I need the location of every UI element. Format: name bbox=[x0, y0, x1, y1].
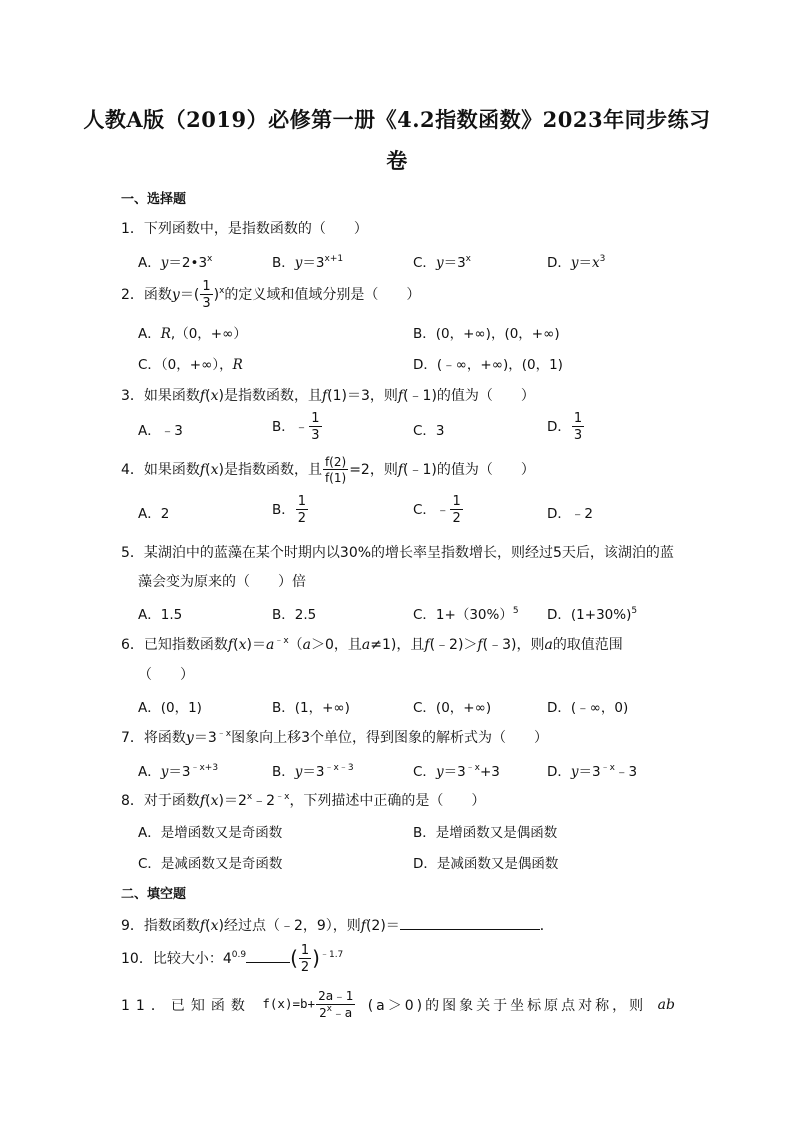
q8-option-d: D．是减函数又是偶函数 bbox=[413, 856, 559, 872]
question-5-stem: 5．某湖泊中的蓝藻在某个时期内以30%的增长率呈指数增长，则经过5天后，该湖泊的蓝 bbox=[121, 545, 674, 561]
q3-option-a: A．﹣3 bbox=[138, 423, 183, 439]
document-title: 人教A版（2019）必修第一册《4.2指数函数》2023年同步练习 bbox=[83, 107, 711, 132]
q7-option-c: C．$y=3^{﹣x}+3$ bbox=[413, 763, 500, 780]
q6-option-b: B．(1，+∞) bbox=[272, 700, 350, 716]
q1-option-d: D．$y=x^3$ bbox=[547, 254, 606, 271]
q1-option-a: A．$y=2•3^x$ bbox=[138, 254, 213, 271]
question-3-stem: 3．如果函数f(x)是指数函数，且f(1)＝3，则f(﹣1)的值为（ ） bbox=[121, 388, 535, 404]
q6-option-a: A．(0，1) bbox=[138, 700, 202, 716]
q2-option-a: A．R,（0，+∞） bbox=[138, 326, 247, 342]
q5-option-a: A．1.5 bbox=[138, 607, 183, 623]
fraction-one-third: $\frac{1}{3}$ bbox=[202, 279, 211, 311]
q4-option-b: B． $\frac{1}{2}$ bbox=[272, 494, 307, 526]
question-11-stem: 11．已知函数 f(x)=b+ $\frac{2a﹣1}{2^x﹣a}$ (a＞0)的图象关于坐标原点对称，则 ab bbox=[121, 988, 675, 1020]
q8-option-a: A．是增函数又是奇函数 bbox=[138, 825, 283, 841]
question-9-stem: 9．指数函数f(x)经过点（﹣2，9），则f(2)＝ ． bbox=[121, 918, 554, 934]
document-title-continued: 卷 bbox=[386, 148, 408, 173]
q4-option-a: A．2 bbox=[138, 506, 170, 522]
answer-blank-9[interactable] bbox=[400, 929, 540, 930]
q4-option-c: C．﹣ $\frac{1}{2}$ bbox=[413, 494, 461, 526]
question-7-stem: 7．将函数$y=3^{﹣x}$图象向上移3个单位，得到图象的解析式为（ ） bbox=[121, 729, 548, 746]
q8-option-b: B．是增函数又是偶函数 bbox=[413, 825, 558, 841]
q4-option-d: D．﹣2 bbox=[547, 506, 593, 522]
q7-option-d: D．$y=3^{﹣x}﹣3$ bbox=[547, 763, 638, 780]
q6-option-c: C．(0，+∞) bbox=[413, 700, 492, 716]
q2-option-c: C．（0，+∞），R bbox=[138, 357, 243, 373]
q1-option-c: C．$y=3^x$ bbox=[413, 254, 471, 271]
q7-option-b: B．$y=3^{﹣x﹣3}$ bbox=[272, 763, 354, 780]
q2-option-b: B．(0，+∞)，(0，+∞) bbox=[413, 326, 560, 342]
question-6-stem: 6．已知指数函数$f(x)=a^{﹣x}(a>0$，且a≠1)，且f(﹣2)＞f(﹣3)，则a的取值范围 bbox=[121, 636, 623, 653]
question-6-stem-cont: （ ） bbox=[138, 667, 194, 683]
q3-option-c: C．3 bbox=[413, 423, 445, 439]
section-heading-choice: 一、选择题 bbox=[121, 192, 187, 207]
question-2-stem: 2．函数y＝( $\frac{1}{3}$ )$^x$的定义域和值域分别是（ ） bbox=[121, 279, 421, 311]
q7-option-a: A．$y=3^{﹣x+3}$ bbox=[138, 763, 219, 780]
q5-option-c: C．$1+(30\%)^5$ bbox=[413, 606, 519, 623]
q2-option-d: D．(﹣∞，+∞)，(0，1) bbox=[413, 357, 563, 373]
question-1-stem: 1．下列函数中，是指数函数的（ ） bbox=[121, 221, 368, 237]
q3-option-b: B．﹣ $\frac{1}{3}$ bbox=[272, 411, 320, 443]
q3-option-d: D． $\frac{1}{3}$ bbox=[547, 411, 583, 443]
question-8-stem: 8．对于函数$f(x)=2^x﹣2^{﹣x}$，下列描述中正确的是（ ） bbox=[121, 792, 486, 809]
question-5-stem-cont: 藻会变为原来的（ ）倍 bbox=[138, 574, 306, 590]
q5-option-b: B．2.5 bbox=[272, 607, 317, 623]
section-heading-fill-in: 二、填空题 bbox=[121, 887, 187, 902]
q5-option-d: D．$(1+30\%)^5$ bbox=[547, 606, 638, 623]
answer-blank-10[interactable] bbox=[246, 962, 290, 963]
q6-option-d: D．(﹣∞，0) bbox=[547, 700, 629, 716]
question-10-stem: 10．比较大小：$4^{0.9}$ ( $\frac{1}{2}$ )$^{﹣1.7}$ bbox=[121, 943, 344, 975]
q8-option-c: C．是减函数又是奇函数 bbox=[138, 856, 283, 872]
question-4-stem: 4．如果函数f(x)是指数函数，且 $\frac{f(2)}{f(1)}$ =2，则f(﹣1)的值为（ ） bbox=[121, 455, 535, 485]
q1-option-b: B．$y=3^{x+1}$ bbox=[272, 254, 344, 271]
